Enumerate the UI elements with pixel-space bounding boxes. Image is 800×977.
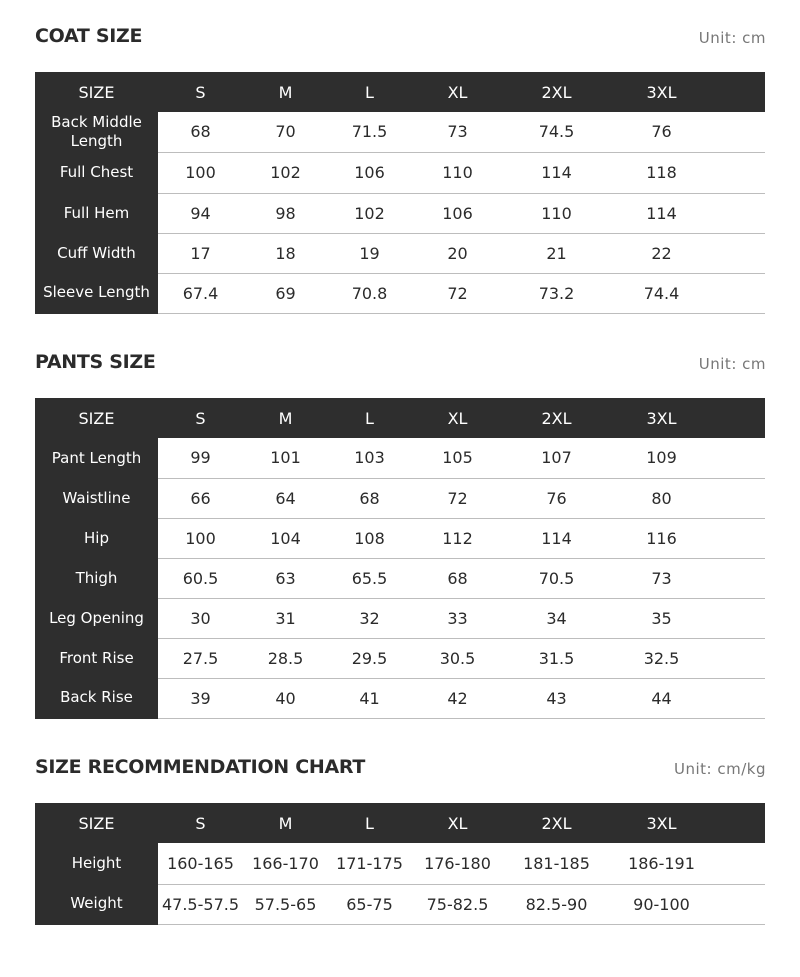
cell-2xl: 74.5 (504, 112, 609, 152)
cell-xl: 20 (411, 233, 504, 273)
header-cell-l: L (328, 398, 411, 438)
cell-2xl: 181-185 (504, 843, 609, 884)
row-spacer (714, 233, 765, 273)
cell-xl: 112 (411, 518, 504, 558)
cell-2xl: 43 (504, 678, 609, 718)
header-cell-2xl: 2XL (504, 398, 609, 438)
cell-m: 57.5-65 (243, 884, 328, 924)
coat-header-row (35, 72, 765, 112)
cell-2xl: 76 (504, 478, 609, 518)
coat-section (35, 25, 766, 303)
cell-2xl: 114 (504, 518, 609, 558)
cell-2xl: 82.5-90 (504, 884, 609, 924)
row-label: Full Hem (35, 193, 158, 233)
header-cell-l: L (328, 72, 411, 112)
row-spacer (714, 558, 765, 598)
row-label: Front Rise (35, 638, 158, 678)
cell-s: 100 (158, 518, 243, 558)
cell-m: 18 (243, 233, 328, 273)
cell-m: 40 (243, 678, 328, 718)
header-cell-2xl: 2XL (504, 803, 609, 843)
table-row (35, 843, 765, 884)
cell-l: 106 (328, 152, 411, 193)
table-row (35, 438, 765, 478)
cell-3xl: 80 (609, 478, 714, 518)
cell-l: 41 (328, 678, 411, 718)
header-cell-3xl: 3XL (609, 398, 714, 438)
cell-l: 103 (328, 438, 411, 478)
cell-2xl: 70.5 (504, 558, 609, 598)
cell-3xl: 186-191 (609, 843, 714, 884)
cell-l: 70.8 (328, 273, 411, 313)
header-cell-s: S (158, 803, 243, 843)
header-spacer (714, 803, 765, 843)
cell-3xl: 118 (609, 152, 714, 193)
row-spacer (714, 478, 765, 518)
row-spacer (714, 193, 765, 233)
table-row (35, 193, 765, 233)
row-spacer (714, 598, 765, 638)
cell-m: 104 (243, 518, 328, 558)
header-cell-2xl: 2XL (504, 72, 609, 112)
table-row (35, 152, 765, 193)
pants-title: PANTS SIZE (35, 351, 156, 373)
cell-l: 65.5 (328, 558, 411, 598)
row-label: Pant Length (35, 438, 158, 478)
cell-s: 67.4 (158, 273, 243, 313)
cell-s: 94 (158, 193, 243, 233)
pants-section-header (35, 351, 766, 381)
row-spacer (714, 678, 765, 718)
row-spacer (714, 273, 765, 313)
cell-3xl: 74.4 (609, 273, 714, 313)
cell-l: 19 (328, 233, 411, 273)
pants-header-row (35, 398, 765, 438)
table-row (35, 518, 765, 558)
cell-s: 27.5 (158, 638, 243, 678)
cell-l: 108 (328, 518, 411, 558)
cell-xl: 75-82.5 (411, 884, 504, 924)
cell-xl: 105 (411, 438, 504, 478)
row-spacer (714, 638, 765, 678)
row-spacer (714, 884, 765, 924)
row-label: Weight (35, 884, 158, 924)
header-cell-xl: XL (411, 398, 504, 438)
cell-xl: 176-180 (411, 843, 504, 884)
row-label: Waistline (35, 478, 158, 518)
cell-l: 65-75 (328, 884, 411, 924)
cell-2xl: 110 (504, 193, 609, 233)
pants-section (35, 351, 766, 708)
cell-l: 102 (328, 193, 411, 233)
row-label: Sleeve Length (35, 273, 158, 313)
row-label: Cuff Width (35, 233, 158, 273)
pants-table (35, 398, 765, 719)
cell-xl: 72 (411, 273, 504, 313)
coat-section-header (35, 25, 766, 55)
cell-3xl: 32.5 (609, 638, 714, 678)
table-row (35, 558, 765, 598)
table-row (35, 678, 765, 718)
table-row (35, 273, 765, 313)
cell-s: 60.5 (158, 558, 243, 598)
cell-s: 99 (158, 438, 243, 478)
header-cell-3xl: 3XL (609, 72, 714, 112)
cell-2xl: 73.2 (504, 273, 609, 313)
recommend-section (35, 756, 766, 914)
cell-s: 47.5-57.5 (158, 884, 243, 924)
coat-title: COAT SIZE (35, 25, 143, 47)
header-cell-m: M (243, 398, 328, 438)
cell-m: 28.5 (243, 638, 328, 678)
cell-s: 66 (158, 478, 243, 518)
pants-unit: Unit: cm (698, 355, 766, 373)
recommend-header-row (35, 803, 765, 843)
cell-xl: 33 (411, 598, 504, 638)
header-spacer (714, 398, 765, 438)
header-cell-m: M (243, 72, 328, 112)
coat-unit: Unit: cm (698, 29, 766, 47)
cell-3xl: 90-100 (609, 884, 714, 924)
cell-m: 101 (243, 438, 328, 478)
cell-m: 69 (243, 273, 328, 313)
cell-2xl: 21 (504, 233, 609, 273)
cell-s: 68 (158, 112, 243, 152)
cell-l: 29.5 (328, 638, 411, 678)
cell-s: 30 (158, 598, 243, 638)
header-cell-3xl: 3XL (609, 803, 714, 843)
cell-m: 31 (243, 598, 328, 638)
header-cell-size: SIZE (35, 398, 158, 438)
row-label: Height (35, 843, 158, 884)
row-label: Hip (35, 518, 158, 558)
cell-xl: 110 (411, 152, 504, 193)
cell-2xl: 34 (504, 598, 609, 638)
row-spacer (714, 843, 765, 884)
header-spacer (714, 72, 765, 112)
cell-xl: 73 (411, 112, 504, 152)
table-row (35, 233, 765, 273)
recommend-unit: Unit: cm/kg (674, 760, 766, 778)
table-row (35, 598, 765, 638)
row-label: Back Rise (35, 678, 158, 718)
cell-m: 102 (243, 152, 328, 193)
cell-xl: 72 (411, 478, 504, 518)
row-spacer (714, 518, 765, 558)
cell-m: 166-170 (243, 843, 328, 884)
table-row (35, 638, 765, 678)
row-spacer (714, 112, 765, 152)
recommend-title: SIZE RECOMMENDATION CHART (35, 756, 366, 778)
cell-l: 32 (328, 598, 411, 638)
cell-s: 100 (158, 152, 243, 193)
header-cell-s: S (158, 398, 243, 438)
coat-table (35, 72, 765, 314)
table-row (35, 884, 765, 924)
header-cell-size: SIZE (35, 72, 158, 112)
cell-s: 160-165 (158, 843, 243, 884)
row-label: Leg Opening (35, 598, 158, 638)
cell-3xl: 22 (609, 233, 714, 273)
row-label: Full Chest (35, 152, 158, 193)
cell-3xl: 44 (609, 678, 714, 718)
header-cell-s: S (158, 72, 243, 112)
cell-xl: 30.5 (411, 638, 504, 678)
cell-xl: 42 (411, 678, 504, 718)
row-label: Thigh (35, 558, 158, 598)
cell-xl: 68 (411, 558, 504, 598)
header-cell-size: SIZE (35, 803, 158, 843)
cell-s: 39 (158, 678, 243, 718)
cell-3xl: 35 (609, 598, 714, 638)
cell-2xl: 114 (504, 152, 609, 193)
header-cell-l: L (328, 803, 411, 843)
cell-3xl: 114 (609, 193, 714, 233)
cell-l: 71.5 (328, 112, 411, 152)
cell-3xl: 116 (609, 518, 714, 558)
row-spacer (714, 152, 765, 193)
cell-3xl: 76 (609, 112, 714, 152)
row-label: Back Middle Length (35, 112, 158, 152)
cell-l: 171-175 (328, 843, 411, 884)
cell-2xl: 31.5 (504, 638, 609, 678)
cell-m: 98 (243, 193, 328, 233)
cell-l: 68 (328, 478, 411, 518)
header-cell-xl: XL (411, 803, 504, 843)
header-cell-xl: XL (411, 72, 504, 112)
cell-s: 17 (158, 233, 243, 273)
cell-xl: 106 (411, 193, 504, 233)
cell-2xl: 107 (504, 438, 609, 478)
table-row (35, 478, 765, 518)
recommend-table (35, 803, 765, 925)
row-spacer (714, 438, 765, 478)
cell-3xl: 109 (609, 438, 714, 478)
cell-3xl: 73 (609, 558, 714, 598)
cell-m: 63 (243, 558, 328, 598)
cell-m: 70 (243, 112, 328, 152)
header-cell-m: M (243, 803, 328, 843)
cell-m: 64 (243, 478, 328, 518)
table-row (35, 112, 765, 152)
recommend-section-header (35, 756, 766, 786)
